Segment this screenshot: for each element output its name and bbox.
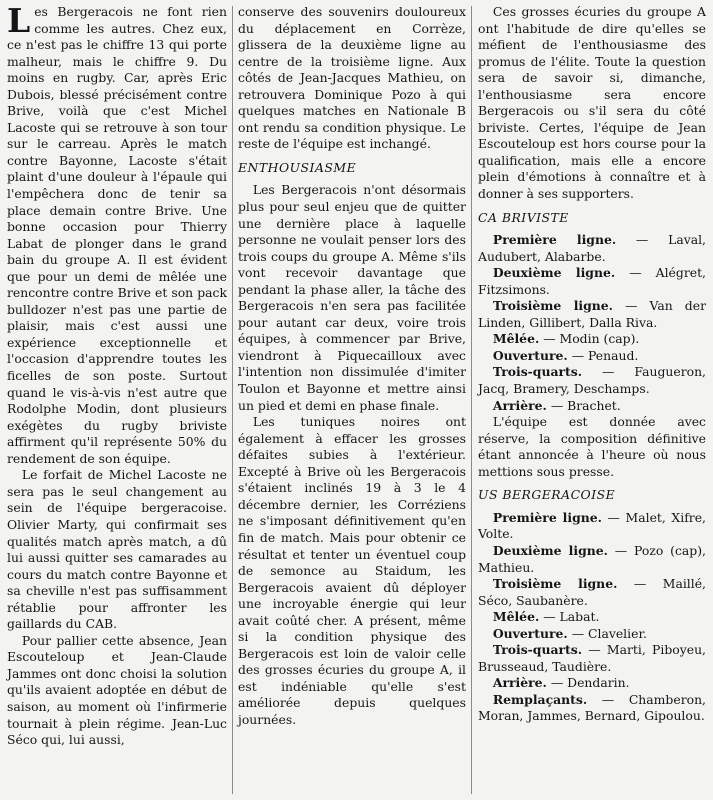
- roster-players: — Clavelier.: [567, 625, 647, 641]
- roster-line: [478, 348, 706, 365]
- roster-position: Mêlée.: [492, 331, 540, 347]
- roster-players: — Alégret, Fitzsimons.: [478, 265, 706, 297]
- roster-position: Première ligne.: [492, 232, 617, 248]
- article-paragraph: conserve des souvenirs douloureux du déplacement en Corrèze, glissera de la deuxième ligne au centre de la troisième ligne. Aux côtés de Jean-Jacques Mathieu, on retrouvera Dominique Pozo à qui quelques matches en Nationale B ont rendu sa condition physique. Le reste de l'équipe est inchangé.: [238, 4, 466, 152]
- column-divider: [232, 6, 233, 794]
- roster-position: Trois-quarts.: [492, 364, 583, 380]
- roster-position: Mêlée.: [492, 609, 540, 625]
- roster-players: — Chamberon, Moran, Jammes, Bernard, Gipoulou.: [478, 691, 706, 724]
- column-divider: [471, 6, 472, 794]
- roster-line: [478, 398, 706, 415]
- article-paragraph: Les Bergeracois n'ont désormais plus pour seul enjeu que de quitter une dernière place à laquelle personne ne voulait penser lors des trois coups du groupe A. Même s'ils vont recevoir davantage que pendant la phase aller, la tâche des Bergeracois n'en sera pas facilitée pour autant car deux, voire trois équipes, à commencer par Brive, viendront à Piquecailloux avec l'intention non dissimulée d'imiter Toulon et Bayonne et mettre ainsi un pied et demi en phase finale.: [238, 182, 466, 413]
- roster-players: — Marti, Piboyeu, Brusseaud, Taudière.: [478, 642, 706, 674]
- roster-position: Troisième ligne.: [492, 576, 618, 592]
- article-column-2: [238, 4, 466, 729]
- roster-players: — Dendarin.: [546, 675, 630, 691]
- roster-position: Ouverture.: [492, 625, 568, 641]
- roster-position: Première ligne.: [492, 509, 602, 525]
- section-heading: ENTHOUSIASME: [238, 159, 357, 175]
- roster-players: — Brachet.: [546, 397, 621, 413]
- drop-cap: L: [7, 1, 31, 40]
- roster-players: — Pozo (cap), Mathieu.: [478, 542, 706, 575]
- roster-position: Arrière.: [492, 675, 547, 691]
- roster-players: — Faugueron, Jacq, Bramery, Deschamps.: [478, 364, 706, 397]
- roster-line: [478, 609, 706, 626]
- roster-position: Arrière.: [492, 397, 547, 413]
- roster-line: [478, 675, 706, 692]
- roster-players: — Labat.: [539, 609, 600, 625]
- roster-line: [478, 510, 706, 543]
- article-paragraph: [7, 1, 227, 467]
- roster-line: [478, 298, 706, 331]
- roster-line: [478, 692, 706, 725]
- roster-line: [478, 642, 706, 675]
- roster-line: [478, 626, 706, 643]
- roster-players: — Maillé, Séco, Saubanère.: [478, 576, 706, 608]
- roster-position: Remplaçants.: [492, 691, 588, 707]
- team-heading-brive: CA BRIVISTE: [478, 209, 569, 225]
- paragraph-text: es Bergeracois ne font rien comme les autres. Chez eux, ce n'est pas le chiffre 13 qui porte malheur, mais le chiffre 9. Du moins en rugby. Car, après Eric Dubois, blessé précisément contre Brive, voilà que c'est Michel Lacoste qui se retrouve à son tour sur le carreau. Après le match contre Bayonne, Lacoste s'était plaint d'une douleur à l'épaule qui l'empêchera donc de tenir sa place demain contre Brive. Une bonne occasion pour Thierry Labat de plonger dans le grand bain du groupe A. Il est évident que pour un demi de mêlée une rencontre contre Brive et son pack bulldozer n'est pas une partie de plaisir, mais c'est aussi une expérience exceptionnelle et l'occasion d'apprendre toutes les ficelles de son poste. Surtout quand le vis-à-vis n'est autre que Rodolphe Modin, dont plusieurs exégètes du rugby briviste affirment qu'il représente 50% du rendement de son équipe.: [7, 4, 227, 466]
- article-column-1: [7, 1, 227, 749]
- roster-line: [478, 232, 706, 265]
- roster-position: Ouverture.: [492, 347, 568, 363]
- roster-note: L'équipe est donnée avec réserve, la composition définitive étant annoncée à l'heure où nous mettions sous presse.: [478, 414, 706, 479]
- roster-players: — Laval, Audubert, Alabarbe.: [478, 232, 706, 264]
- roster-line: [478, 364, 706, 397]
- roster-position: Trois-quarts.: [492, 642, 583, 658]
- article-paragraph: Pour pallier cette absence, Jean Escouteloup et Jean-Claude Jammes ont donc choisi la solution qu'ils avaient adoptée en début de saison, au moment où l'infirmerie tournait à plein régime. Jean-Luc Séco qui, lui aussi,: [7, 632, 227, 748]
- roster-line: [478, 331, 706, 348]
- roster-line: [478, 543, 706, 576]
- roster-position: Deuxième ligne.: [492, 542, 608, 558]
- roster-players: — Penaud.: [567, 347, 639, 363]
- team-heading-bergerac: US BERGERACOISE: [478, 487, 616, 503]
- roster-position: Troisième ligne.: [492, 298, 613, 314]
- roster-players: — Van der Linden, Gillibert, Dalla Riva.: [478, 298, 706, 330]
- roster-line: [478, 576, 706, 609]
- roster-players: — Malet, Xifre, Volte.: [478, 509, 706, 542]
- article-column-3: [478, 4, 706, 725]
- roster-position: Deuxième ligne.: [492, 265, 616, 281]
- article-paragraph: Le forfait de Michel Lacoste ne sera pas le seul changement au sein de l'équipe bergeracoise. Olivier Marty, qui confirmait ses qualités match après match, a dû lui aussi quitter ses camarades au cours du match contre Bayonne et sa cheville n'est pas suffisamment rétablie pour affronter les gaillards du CAB.: [7, 467, 227, 632]
- article-paragraph: Les tuniques noires ont également à effacer les grosses défaites subies à l'extérieur. Excepté à Brive où les Bergeracois s'étaient inclinés 19 à 3 le 4 décembre dernier, les Corréziens ne s'imposant définitivement qu'en fin de match. Mais pour obtenir ce résultat et tenter un éventuel coup de semonce au Staidum, les Bergeracois avaient dû déployer une incroyable énergie qui leur avait coûté cher. A présent, même si la condition physique des Bergeracois est loin de valoir celle des grosses écuries du groupe A, il est indéniable qu'elle s'est améliorée depuis quelques journées.: [238, 414, 466, 727]
- article-paragraph: Ces grosses écuries du groupe A ont l'habitude de dire qu'elles se méfient de l'enthousiasme des promus de l'élite. Toute la question sera de savoir si, dimanche, l'enthousiasme sera encore Bergeracois ou s'il sera du côté briviste. Certes, l'équipe de Jean Escouteloup est hors course pour la qualification, mais elle a encore plein d'émotions à connaître et à donner à ses supporters.: [478, 4, 706, 202]
- team-roster-bergerac: [478, 510, 706, 725]
- roster-players: — Modin (cap).: [539, 331, 640, 347]
- roster-line: [478, 265, 706, 298]
- team-roster-brive: [478, 232, 706, 414]
